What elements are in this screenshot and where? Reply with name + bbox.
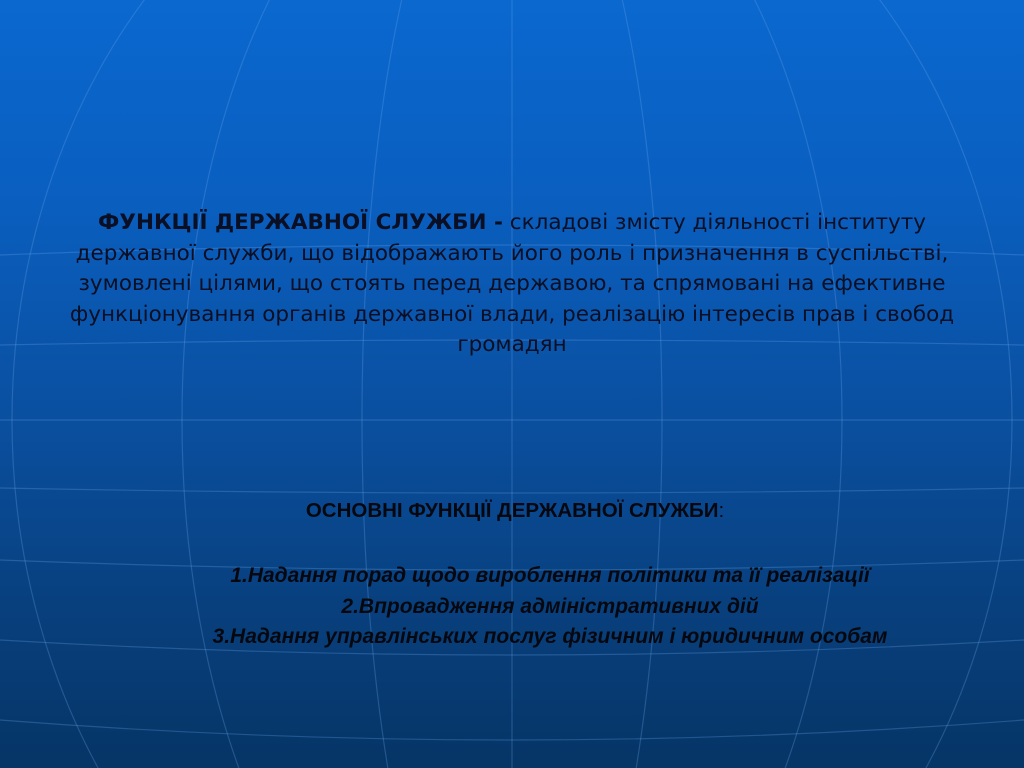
function-item: 2.Впровадження адміністративних дій — [341, 595, 759, 618]
function-item: 3.Надання управлінських послуг фізичним і юридичним особам — [212, 625, 888, 648]
functions-list — [150, 560, 950, 651]
functions-heading-text: ОСНОВНІ ФУНКЦІЇ ДЕРЖАВНОЇ СЛУЖБИ — [305, 499, 719, 522]
globe-parallel — [0, 720, 1024, 740]
globe-parallel — [0, 488, 1024, 493]
globe-meridian — [362, 0, 662, 768]
functions-heading — [120, 497, 910, 525]
definition-text: складові змісту діяльності інституту державної служби, що відображають його роль і призначення в суспільстві, зумовлені цілями, що стоять перед державою, та спрямовані на ефективне функціонування органів державної влади, реалізацію інтересів прав і свобод громадян — [69, 210, 955, 358]
globe-meridian — [12, 0, 1012, 768]
function-item: 1.Надання порад щодо вироблення політики та її реалізації — [230, 564, 870, 587]
functions-heading-colon: : — [718, 499, 725, 522]
globe-meridian — [182, 0, 842, 768]
definition-paragraph — [60, 208, 964, 361]
definition-term: ФУНКЦІЇ ДЕРЖАВНОЇ СЛУЖБИ - — [98, 210, 503, 235]
